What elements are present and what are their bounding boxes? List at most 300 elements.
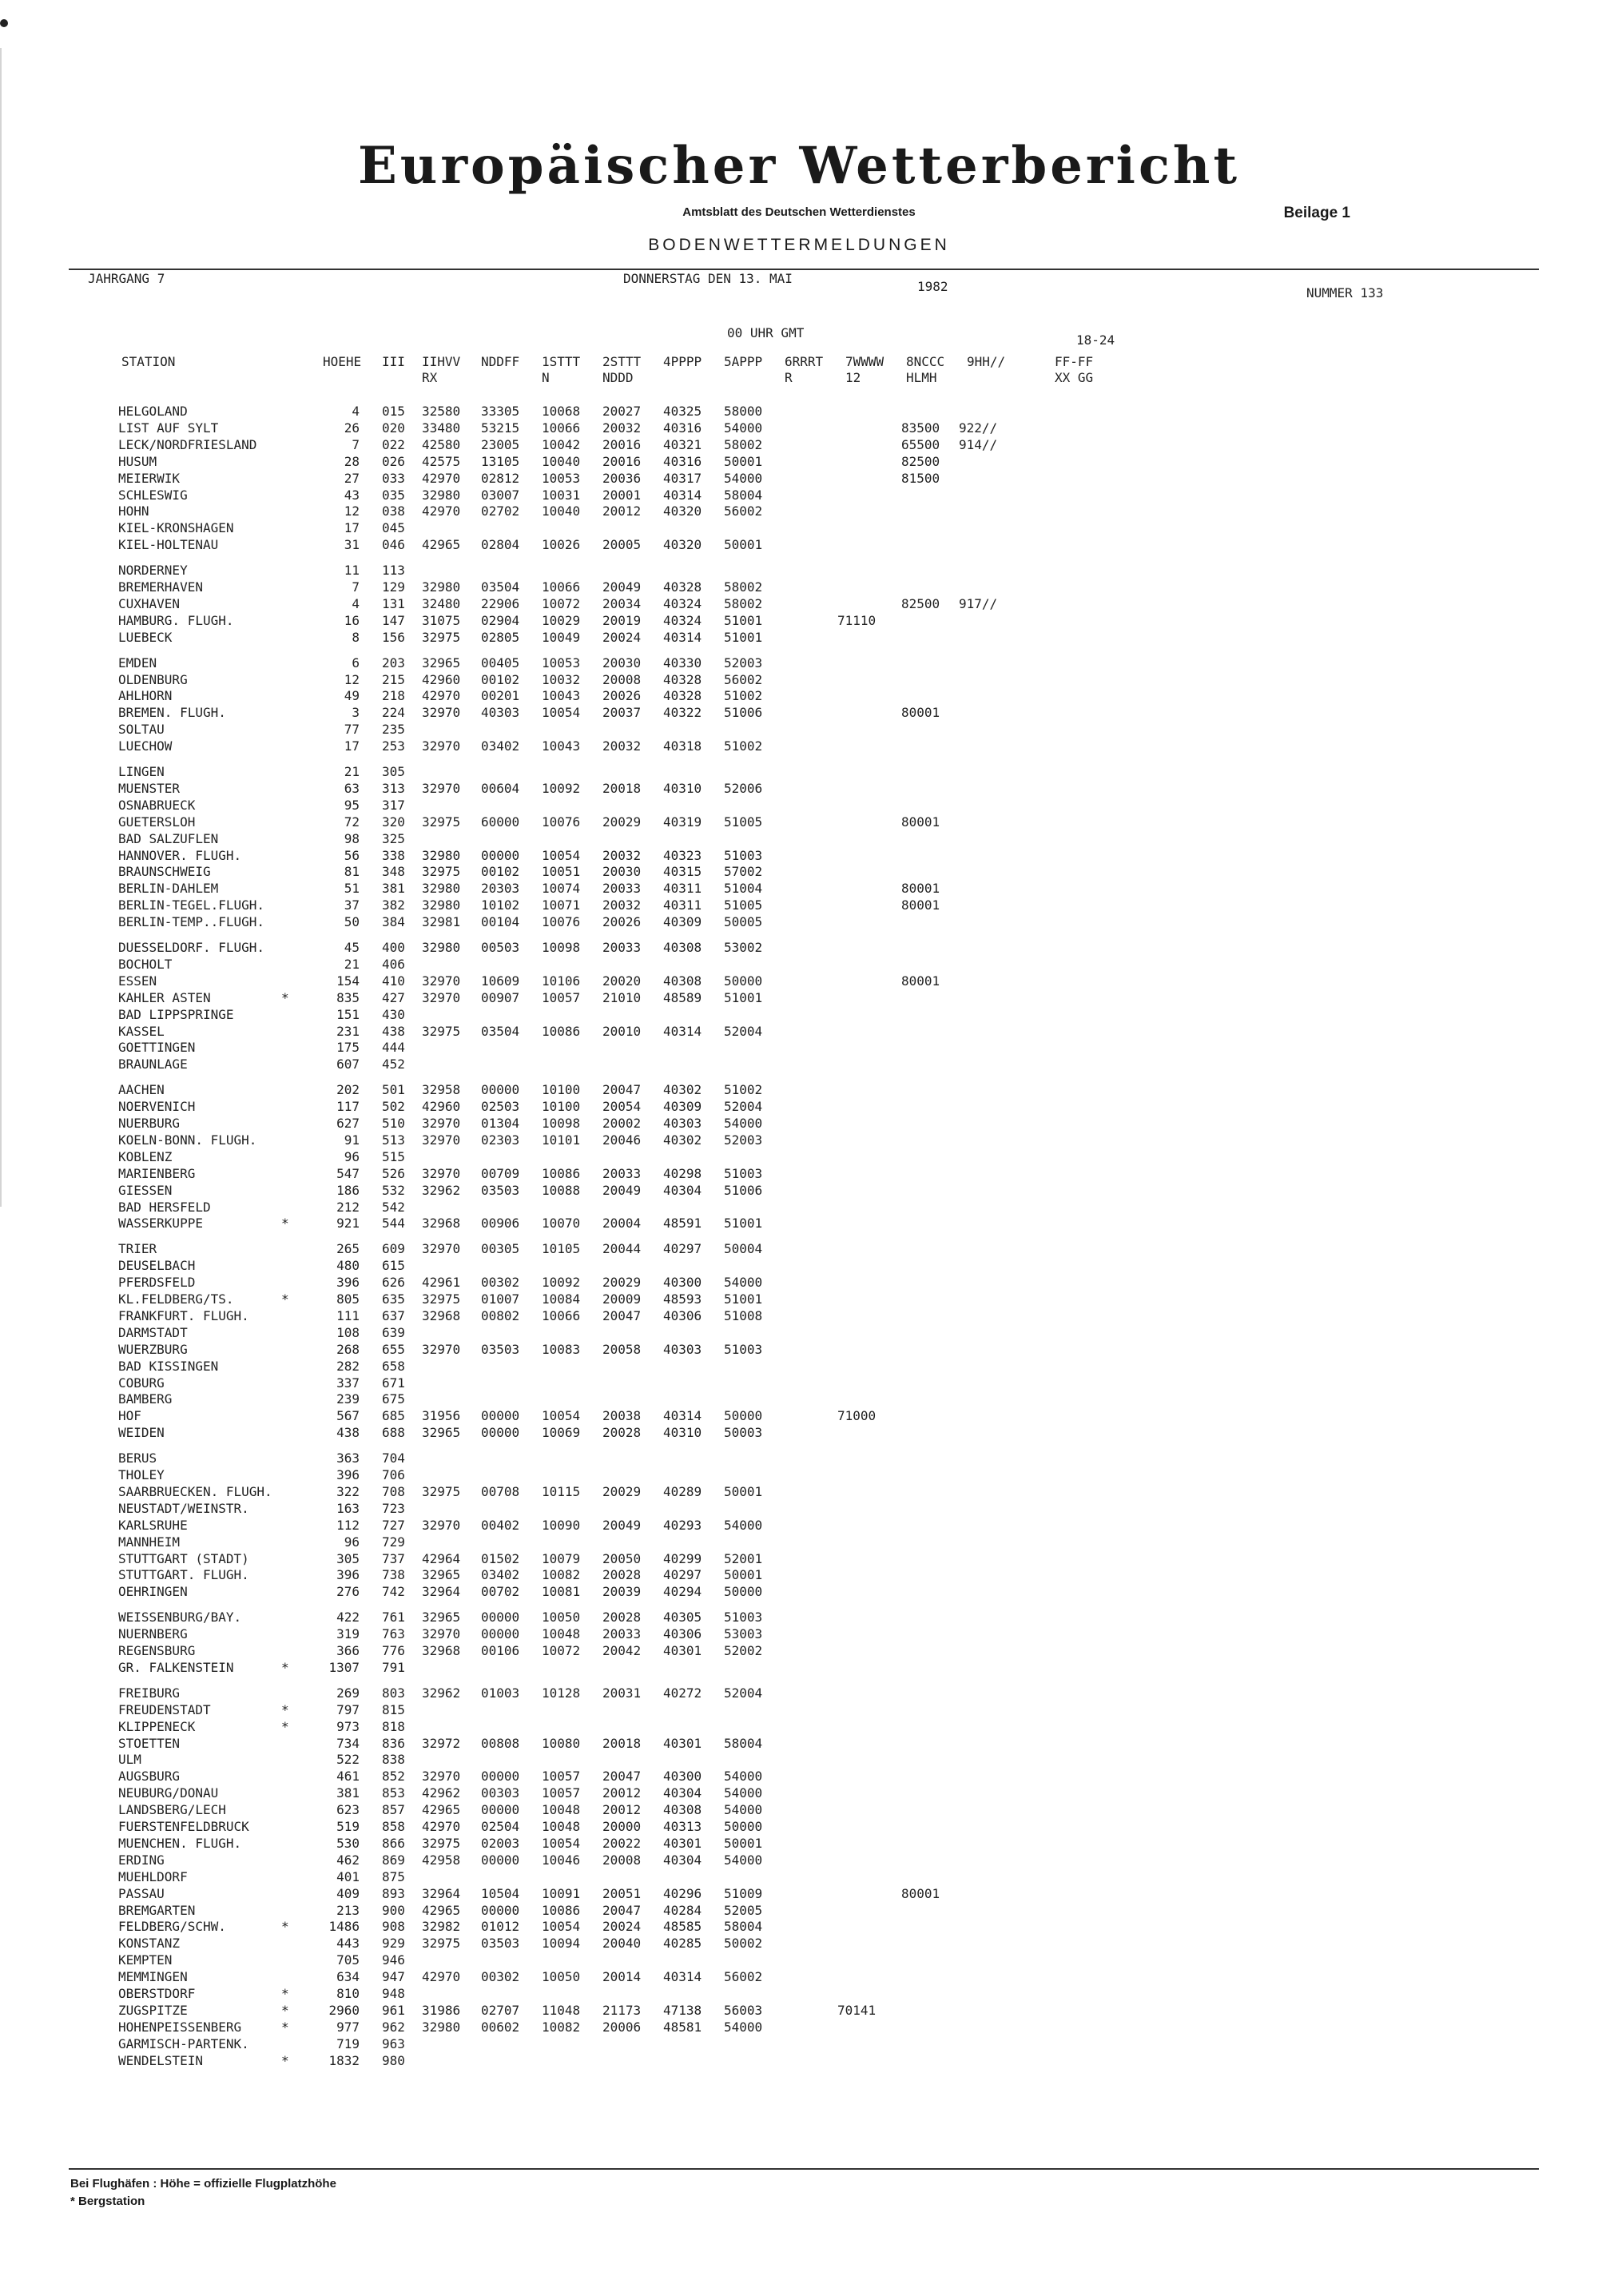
station-number: 542 [382,1199,405,1215]
group-5appp: 50000 [724,1819,763,1834]
elevation: 239 [336,1391,360,1407]
station-number: 325 [382,830,405,846]
group-nddff: 10504 [481,1885,520,1901]
group-2sttt: 20027 [602,404,642,419]
group-2sttt: 20026 [602,688,642,704]
period-label: 18-24 [1076,332,1115,348]
elevation: 96 [344,1148,360,1164]
group-nddff: 02805 [481,629,520,645]
group-2sttt: 20014 [602,1969,642,1985]
table-row [0,914,1598,930]
elevation: 480 [336,1258,360,1274]
group-4pppp: 40328 [663,579,702,595]
station-number: 215 [382,671,405,687]
elevation: 547 [336,1165,360,1181]
group-1sttt: 10079 [542,1550,581,1566]
station-number: 235 [382,722,405,738]
group-1sttt: 10076 [542,914,581,930]
group-5appp: 58004 [724,487,763,503]
group-nddff: 00000 [481,1610,520,1626]
group-ihvv: 32965 [422,655,461,670]
group-2sttt: 20047 [602,1082,642,1098]
col-6rrrt: 6RRRT [785,354,824,369]
station-number: 658 [382,1358,405,1374]
group-4pppp: 40300 [663,1275,702,1291]
group-ihvv: 32968 [422,1643,461,1658]
elevation: 1832 [328,2052,360,2068]
elevation: 810 [336,1986,360,2001]
elevation: 282 [336,1358,360,1374]
col-4pppp: 4PPPP [663,354,702,369]
station-name: BRAUNSCHWEIG [118,864,211,880]
station-number: 317 [382,797,405,813]
group-4pppp: 40289 [663,1483,702,1499]
group-4pppp: 40303 [663,1116,702,1131]
group-4pppp: 40315 [663,864,702,880]
table-row [0,1584,1598,1600]
group-nddff: 03503 [481,1936,520,1952]
table-row [0,1149,1598,1165]
group-2sttt: 20012 [602,1785,642,1801]
group-2sttt: 20005 [602,537,642,553]
table-row [0,1567,1598,1583]
table-row [0,973,1598,989]
elevation: 16 [344,612,360,628]
group-2sttt: 20001 [602,487,642,503]
station-name: SAARBRUECKEN. FLUGH. [118,1483,272,1499]
group-4pppp: 40303 [663,1341,702,1357]
elevation: 396 [336,1275,360,1291]
station-number: 791 [382,1659,405,1675]
group-5appp: 52004 [724,1685,763,1701]
group-4pppp: 40320 [663,503,702,519]
group-ihvv: 32980 [422,940,461,955]
station-number: 444 [382,1040,405,1056]
group-8nccc: 80001 [901,1885,940,1901]
table-row [0,1007,1598,1023]
col-ffff-sub: XX GG [1055,370,1094,385]
station-number: 900 [382,1902,405,1918]
elevation: 1486 [328,1919,360,1935]
group-ihvv: 32975 [422,864,461,880]
station-number: 706 [382,1467,405,1482]
group-nddff: 00604 [481,780,520,796]
station-number: 948 [382,1986,405,2001]
elevation: 186 [336,1182,360,1198]
station-name: KOBLENZ [118,1148,173,1164]
group-1sttt: 10092 [542,780,581,796]
bottom-rule [69,2168,1539,2170]
group-nddff: 00201 [481,688,520,704]
group-ihvv: 32970 [422,705,461,721]
group-5appp: 50003 [724,1425,763,1441]
elevation: 72 [344,814,360,830]
group-ihvv: 42960 [422,671,461,687]
station-number: 438 [382,1023,405,1039]
table-row [0,1518,1598,1534]
group-2sttt: 20000 [602,1819,642,1834]
table-row [0,630,1598,646]
elevation: 11 [344,563,360,579]
station-name: FUERSTENFELDBRUCK [118,1819,249,1834]
group-5appp: 53002 [724,940,763,955]
group-ihvv: 32970 [422,973,461,989]
group-ihvv: 32970 [422,1769,461,1785]
station-number: 203 [382,655,405,670]
group-5appp: 58002 [724,436,763,452]
group-8nccc: 82500 [901,453,940,469]
group-4pppp: 40305 [663,1610,702,1626]
group-5appp: 50001 [724,1835,763,1851]
mountain-mark: * [281,1718,289,1734]
station-number: 675 [382,1391,405,1407]
group-1sttt: 10098 [542,940,581,955]
group-2sttt: 20036 [602,470,642,486]
station-number: 685 [382,1408,405,1424]
station-number: 671 [382,1375,405,1391]
group-1sttt: 10053 [542,470,581,486]
group-1sttt: 10050 [542,1610,581,1626]
station-number: 430 [382,1006,405,1022]
group-5appp: 58000 [724,404,763,419]
table-row [0,1132,1598,1148]
group-1sttt: 10070 [542,1216,581,1232]
group-4pppp: 40311 [663,897,702,913]
observation-time: 00 UHR GMT [727,325,805,340]
group-2sttt: 20049 [602,579,642,595]
group-2sttt: 20044 [602,1241,642,1257]
group-nddff: 02503 [481,1099,520,1115]
table-row [0,738,1598,754]
group-5appp: 52006 [724,780,763,796]
col-6rrrt-sub: R [785,370,793,385]
group-ihvv: 32970 [422,780,461,796]
station-number: 515 [382,1148,405,1164]
group-ihvv: 42960 [422,1099,461,1115]
group-5appp: 51001 [724,612,763,628]
group-ihvv: 32980 [422,847,461,863]
elevation: 269 [336,1685,360,1701]
elevation: 163 [336,1500,360,1516]
table-row [0,831,1598,847]
group-2sttt: 20047 [602,1902,642,1918]
station-name: CUXHAVEN [118,595,181,611]
station-name: STUTTGART. FLUGH. [118,1567,249,1583]
elevation: 337 [336,1375,360,1391]
elevation: 567 [336,1408,360,1424]
col-2sttt: 2STTT [602,354,642,369]
group-4pppp: 40296 [663,1885,702,1901]
group-4pppp: 40272 [663,1685,702,1701]
station-number: 532 [382,1182,405,1198]
station-name: LIST AUF SYLT [118,420,219,436]
group-2sttt: 20058 [602,1341,642,1357]
elevation: 45 [344,940,360,955]
group-1sttt: 10069 [542,1425,581,1441]
elevation: 17 [344,738,360,754]
table-row [0,655,1598,671]
group-5appp: 51003 [724,1165,763,1181]
station-number: 963 [382,2035,405,2051]
station-name: OLDENBURG [118,671,188,687]
group-2sttt: 20026 [602,914,642,930]
table-row [0,1291,1598,1307]
col-7wwww: 7WWWW [845,354,884,369]
table-row [0,437,1598,453]
group-4pppp: 40321 [663,436,702,452]
mountain-mark: * [281,1659,289,1675]
group-2sttt: 20019 [602,612,642,628]
station-name: BAD HERSFELD [118,1199,211,1215]
group-4pppp: 40284 [663,1902,702,1918]
station-number: 962 [382,2019,405,2035]
elevation: 366 [336,1643,360,1658]
top-rule [69,269,1539,270]
group-2sttt: 20038 [602,1408,642,1424]
group-8nccc: 80001 [901,973,940,989]
station-number: 513 [382,1132,405,1148]
group-5appp: 51003 [724,1610,763,1626]
group-1sttt: 10040 [542,453,581,469]
station-number: 033 [382,470,405,486]
station-number: 803 [382,1685,405,1701]
group-5appp: 56003 [724,2002,763,2018]
elevation: 396 [336,1467,360,1482]
elevation: 4 [352,595,360,611]
group-4pppp: 48581 [663,2019,702,2035]
group-ihvv: 32970 [422,1341,461,1357]
group-nddff: 60000 [481,814,520,830]
group-1sttt: 10115 [542,1483,581,1499]
group-5appp: 54000 [724,1517,763,1533]
group-nddff: 01502 [481,1550,520,1566]
group-4pppp: 40301 [663,1835,702,1851]
group-4pppp: 40317 [663,470,702,486]
group-ihvv: 42970 [422,1819,461,1834]
table-row [0,1802,1598,1818]
table-row [0,1936,1598,1952]
group-nddff: 00302 [481,1275,520,1291]
station-name: HELGOLAND [118,404,188,419]
group-5appp: 53003 [724,1626,763,1642]
station-name: GR. FALKENSTEIN [118,1659,234,1675]
group-nddff: 03402 [481,1567,520,1583]
elevation: 973 [336,1718,360,1734]
station-number: 929 [382,1936,405,1952]
elevation: 805 [336,1291,360,1307]
elevation: 26 [344,420,360,436]
elevation: 634 [336,1969,360,1985]
table-row [0,1836,1598,1852]
group-nddff: 53215 [481,420,520,436]
group-nddff: 03503 [481,1182,520,1198]
group-1sttt: 10057 [542,1769,581,1785]
elevation: 461 [336,1769,360,1785]
table-row [0,420,1598,436]
group-8nccc: 80001 [901,881,940,897]
table-row [0,1484,1598,1500]
station-name: AHLHORN [118,688,173,704]
mountain-mark: * [281,1701,289,1717]
supplement-label: Beilage 1 [1283,205,1350,221]
group-nddff: 00000 [481,1852,520,1868]
table-row [0,940,1598,956]
group-4pppp: 40308 [663,1802,702,1818]
table-row [0,897,1598,913]
group-nddff: 00000 [481,1082,520,1098]
group-2sttt: 20033 [602,940,642,955]
station-name: SCHLESWIG [118,487,188,503]
group-8nccc: 80001 [901,814,940,830]
elevation: 7 [352,579,360,595]
group-ihvv: 42965 [422,1902,461,1918]
group-nddff: 00906 [481,1216,520,1232]
group-5appp: 57002 [724,864,763,880]
group-1sttt: 10051 [542,864,581,880]
table-row [0,1056,1598,1072]
group-nddff: 00702 [481,1584,520,1600]
group-5appp: 50004 [724,1241,763,1257]
group-5appp: 52002 [724,1643,763,1658]
group-nddff: 00802 [481,1307,520,1323]
group-2sttt: 20028 [602,1425,642,1441]
group-2sttt: 20022 [602,1835,642,1851]
group-1sttt: 10083 [542,1341,581,1357]
group-5appp: 50001 [724,453,763,469]
table-row [0,1258,1598,1274]
station-number: 320 [382,814,405,830]
group-4pppp: 40328 [663,688,702,704]
table-row [0,520,1598,536]
group-nddff: 20303 [481,881,520,897]
group-5appp: 52001 [724,1550,763,1566]
group-nddff: 00000 [481,1802,520,1818]
table-row [0,1986,1598,2002]
group-nddff: 00000 [481,847,520,863]
elevation: 175 [336,1040,360,1056]
station-name: GARMISCH-PARTENK. [118,2035,249,2051]
group-4pppp: 40285 [663,1936,702,1952]
elevation: 151 [336,1006,360,1022]
station-name: MUENSTER [118,780,181,796]
group-5appp: 54000 [724,1275,763,1291]
group-ihvv: 32965 [422,1567,461,1583]
table-row [0,1342,1598,1358]
group-2sttt: 20012 [602,503,642,519]
elevation: 51 [344,881,360,897]
group-1sttt: 10066 [542,579,581,595]
group-nddff: 03402 [481,738,520,754]
group-1sttt: 10042 [542,436,581,452]
station-name: KARLSRUHE [118,1517,188,1533]
elevation: 265 [336,1241,360,1257]
station-name: NORDERNEY [118,563,188,579]
station-name: DUESSELDORF. FLUGH. [118,940,265,955]
group-9hh: 922// [959,420,998,436]
group-nddff: 00302 [481,1969,520,1985]
station-number: 836 [382,1735,405,1751]
table-row [0,454,1598,470]
group-1sttt: 10031 [542,487,581,503]
table-row [0,1769,1598,1785]
station-number: 410 [382,973,405,989]
station-name: KL.FELDBERG/TS. [118,1291,234,1307]
group-5appp: 58002 [724,595,763,611]
group-4pppp: 40309 [663,1099,702,1115]
station-number: 776 [382,1643,405,1658]
table-row [0,1408,1598,1424]
group-ihvv: 32972 [422,1735,461,1751]
elevation: 21 [344,764,360,779]
station-number: 313 [382,780,405,796]
table-row [0,1736,1598,1752]
group-2sttt: 20018 [602,1735,642,1751]
station-number: 857 [382,1802,405,1818]
group-5appp: 50002 [724,1936,763,1952]
group-5appp: 51006 [724,705,763,721]
station-name: WUERZBURG [118,1341,188,1357]
group-8nccc: 80001 [901,705,940,721]
table-row [0,705,1598,721]
elevation: 530 [336,1835,360,1851]
group-ihvv: 32965 [422,1425,461,1441]
table-row [0,1551,1598,1567]
col-nddff: NDDFF [481,354,520,369]
elevation: 202 [336,1082,360,1098]
group-nddff: 00808 [481,1735,520,1751]
station-name: ESSEN [118,973,157,989]
group-1sttt: 10082 [542,1567,581,1583]
group-1sttt: 10106 [542,973,581,989]
station-name: BREMGARTEN [118,1902,196,1918]
group-2sttt: 20046 [602,1132,642,1148]
station-number: 815 [382,1701,405,1717]
station-name: EMDEN [118,655,157,670]
group-1sttt: 10032 [542,671,581,687]
table-row [0,1359,1598,1375]
group-ihvv: 42575 [422,453,461,469]
table-row [0,404,1598,420]
elevation: 268 [336,1341,360,1357]
station-name: THOLEY [118,1467,165,1482]
group-8nccc: 81500 [901,470,940,486]
station-number: 639 [382,1324,405,1340]
elevation: 6 [352,655,360,670]
group-4pppp: 48593 [663,1291,702,1307]
group-2sttt: 20047 [602,1769,642,1785]
table-row [0,1040,1598,1056]
elevation: 462 [336,1852,360,1868]
station-number: 502 [382,1099,405,1115]
mountain-mark: * [281,1216,289,1232]
group-2sttt: 20028 [602,1567,642,1583]
group-4pppp: 40314 [663,1408,702,1424]
group-5appp: 51008 [724,1307,763,1323]
group-nddff: 02812 [481,470,520,486]
elevation: 12 [344,503,360,519]
group-4pppp: 40310 [663,780,702,796]
group-4pppp: 40313 [663,1819,702,1834]
group-ihvv: 42965 [422,1802,461,1818]
group-2sttt: 20009 [602,1291,642,1307]
station-name: WENDELSTEIN [118,2052,203,2068]
elevation: 734 [336,1735,360,1751]
group-2sttt: 20016 [602,436,642,452]
table-row [0,613,1598,629]
station-name: BAD LIPPSPRINGE [118,1006,234,1022]
group-5appp: 50005 [724,914,763,930]
station-name: LINGEN [118,764,165,779]
